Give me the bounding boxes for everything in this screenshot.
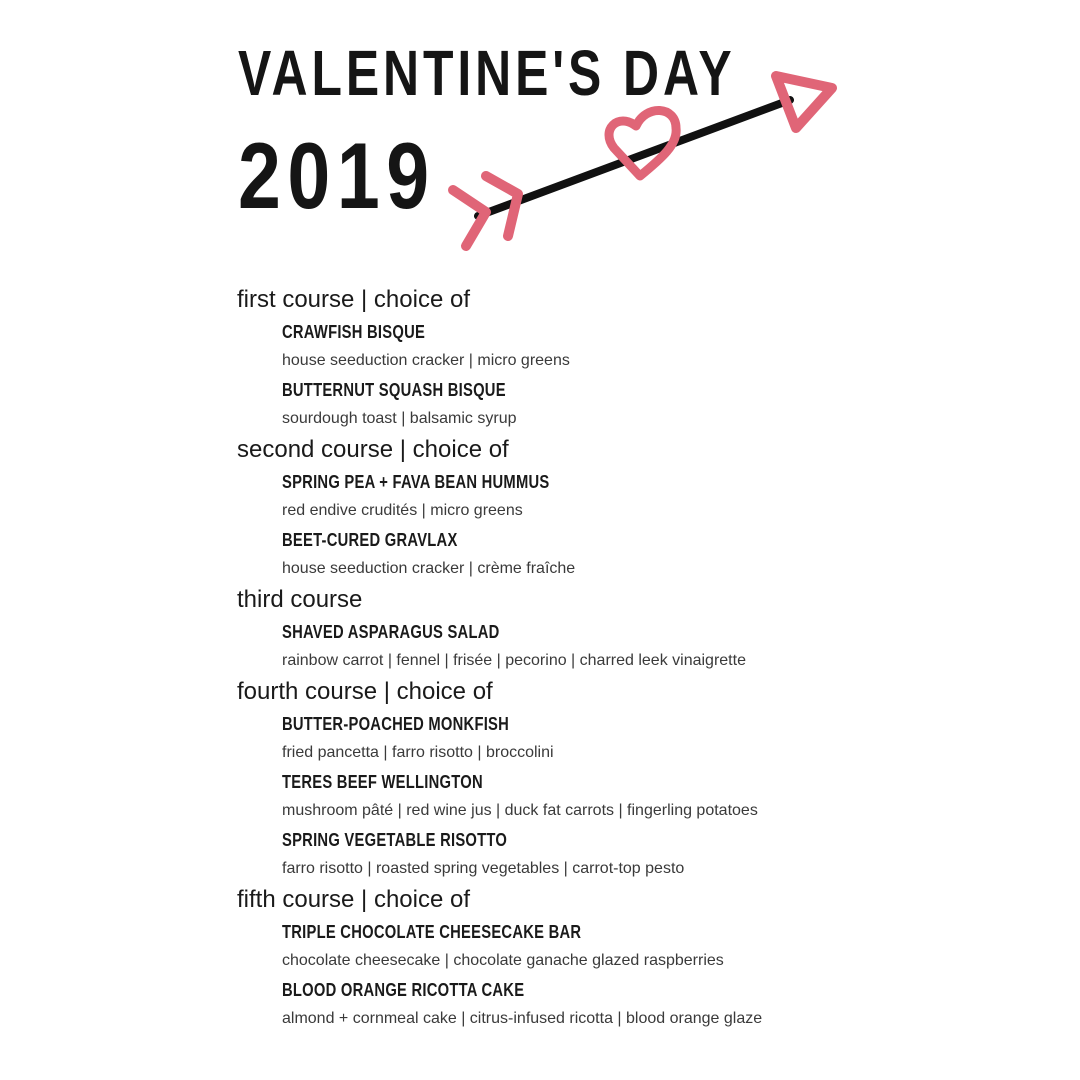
dish-name: TRIPLE CHOCOLATE CHEESECAKE BAR (282, 922, 582, 942)
dish-name: BLOOD ORANGE RICOTTA CAKE (282, 980, 525, 1000)
course-heading: third course (237, 586, 363, 613)
dish (282, 467, 1037, 525)
dish-name: BUTTERNUT SQUASH BISQUE (282, 380, 506, 400)
dish-description: red endive crudités | micro greens (282, 502, 523, 519)
menu (237, 283, 1037, 1033)
dish (282, 917, 1037, 975)
page-title: VALENTINE'S DAY (238, 37, 736, 109)
dish-description: mushroom pâté | red wine jus | duck fat carrots | fingerling potatoes (282, 802, 758, 819)
dish-description: rainbow carrot | fennel | frisée | pecorino | charred leek vinaigrette (282, 652, 746, 669)
dish-description: farro risotto | roasted spring vegetables | carrot-top pesto (282, 860, 685, 877)
dish-description: house seeduction cracker | crème fraîche (282, 560, 576, 577)
dish (282, 617, 1037, 675)
dish (282, 767, 1037, 825)
course-heading: first course | choice of (237, 286, 470, 313)
dish (282, 525, 1037, 583)
dish-name: CRAWFISH BISQUE (282, 322, 426, 342)
dish (282, 825, 1037, 883)
dish-name: BEET-CURED GRAVLAX (282, 530, 458, 550)
dish-name: BUTTER-POACHED MONKFISH (282, 714, 510, 734)
page-year: 2019 (238, 123, 436, 228)
dish (282, 709, 1037, 767)
dish-description: fried pancetta | farro risotto | broccolini (282, 744, 554, 761)
dish (282, 375, 1037, 433)
dish-name: SPRING PEA + FAVA BEAN HUMMUS (282, 472, 550, 492)
dish-name: TERES BEEF WELLINGTON (282, 772, 483, 792)
course-heading: second course | choice of (237, 436, 509, 463)
dish-description: chocolate cheesecake | chocolate ganache glazed raspberries (282, 952, 724, 969)
dish (282, 317, 1037, 375)
arrow-shaft (478, 100, 790, 216)
dish-description: almond + cornmeal cake | citrus-infused ricotta | blood orange glaze (282, 1010, 763, 1027)
arrow-icon (440, 60, 850, 260)
dish-description: sourdough toast | balsamic syrup (282, 410, 517, 427)
dish (282, 975, 1037, 1033)
dish-description: house seeduction cracker | micro greens (282, 352, 570, 369)
arrowhead-icon (776, 76, 832, 128)
dish-name: SPRING VEGETABLE RISOTTO (282, 830, 508, 850)
fletching-icon (453, 190, 486, 246)
dish-name: SHAVED ASPARAGUS SALAD (282, 622, 500, 642)
course-heading: fourth course | choice of (237, 678, 493, 705)
course-heading: fifth course | choice of (237, 886, 471, 913)
